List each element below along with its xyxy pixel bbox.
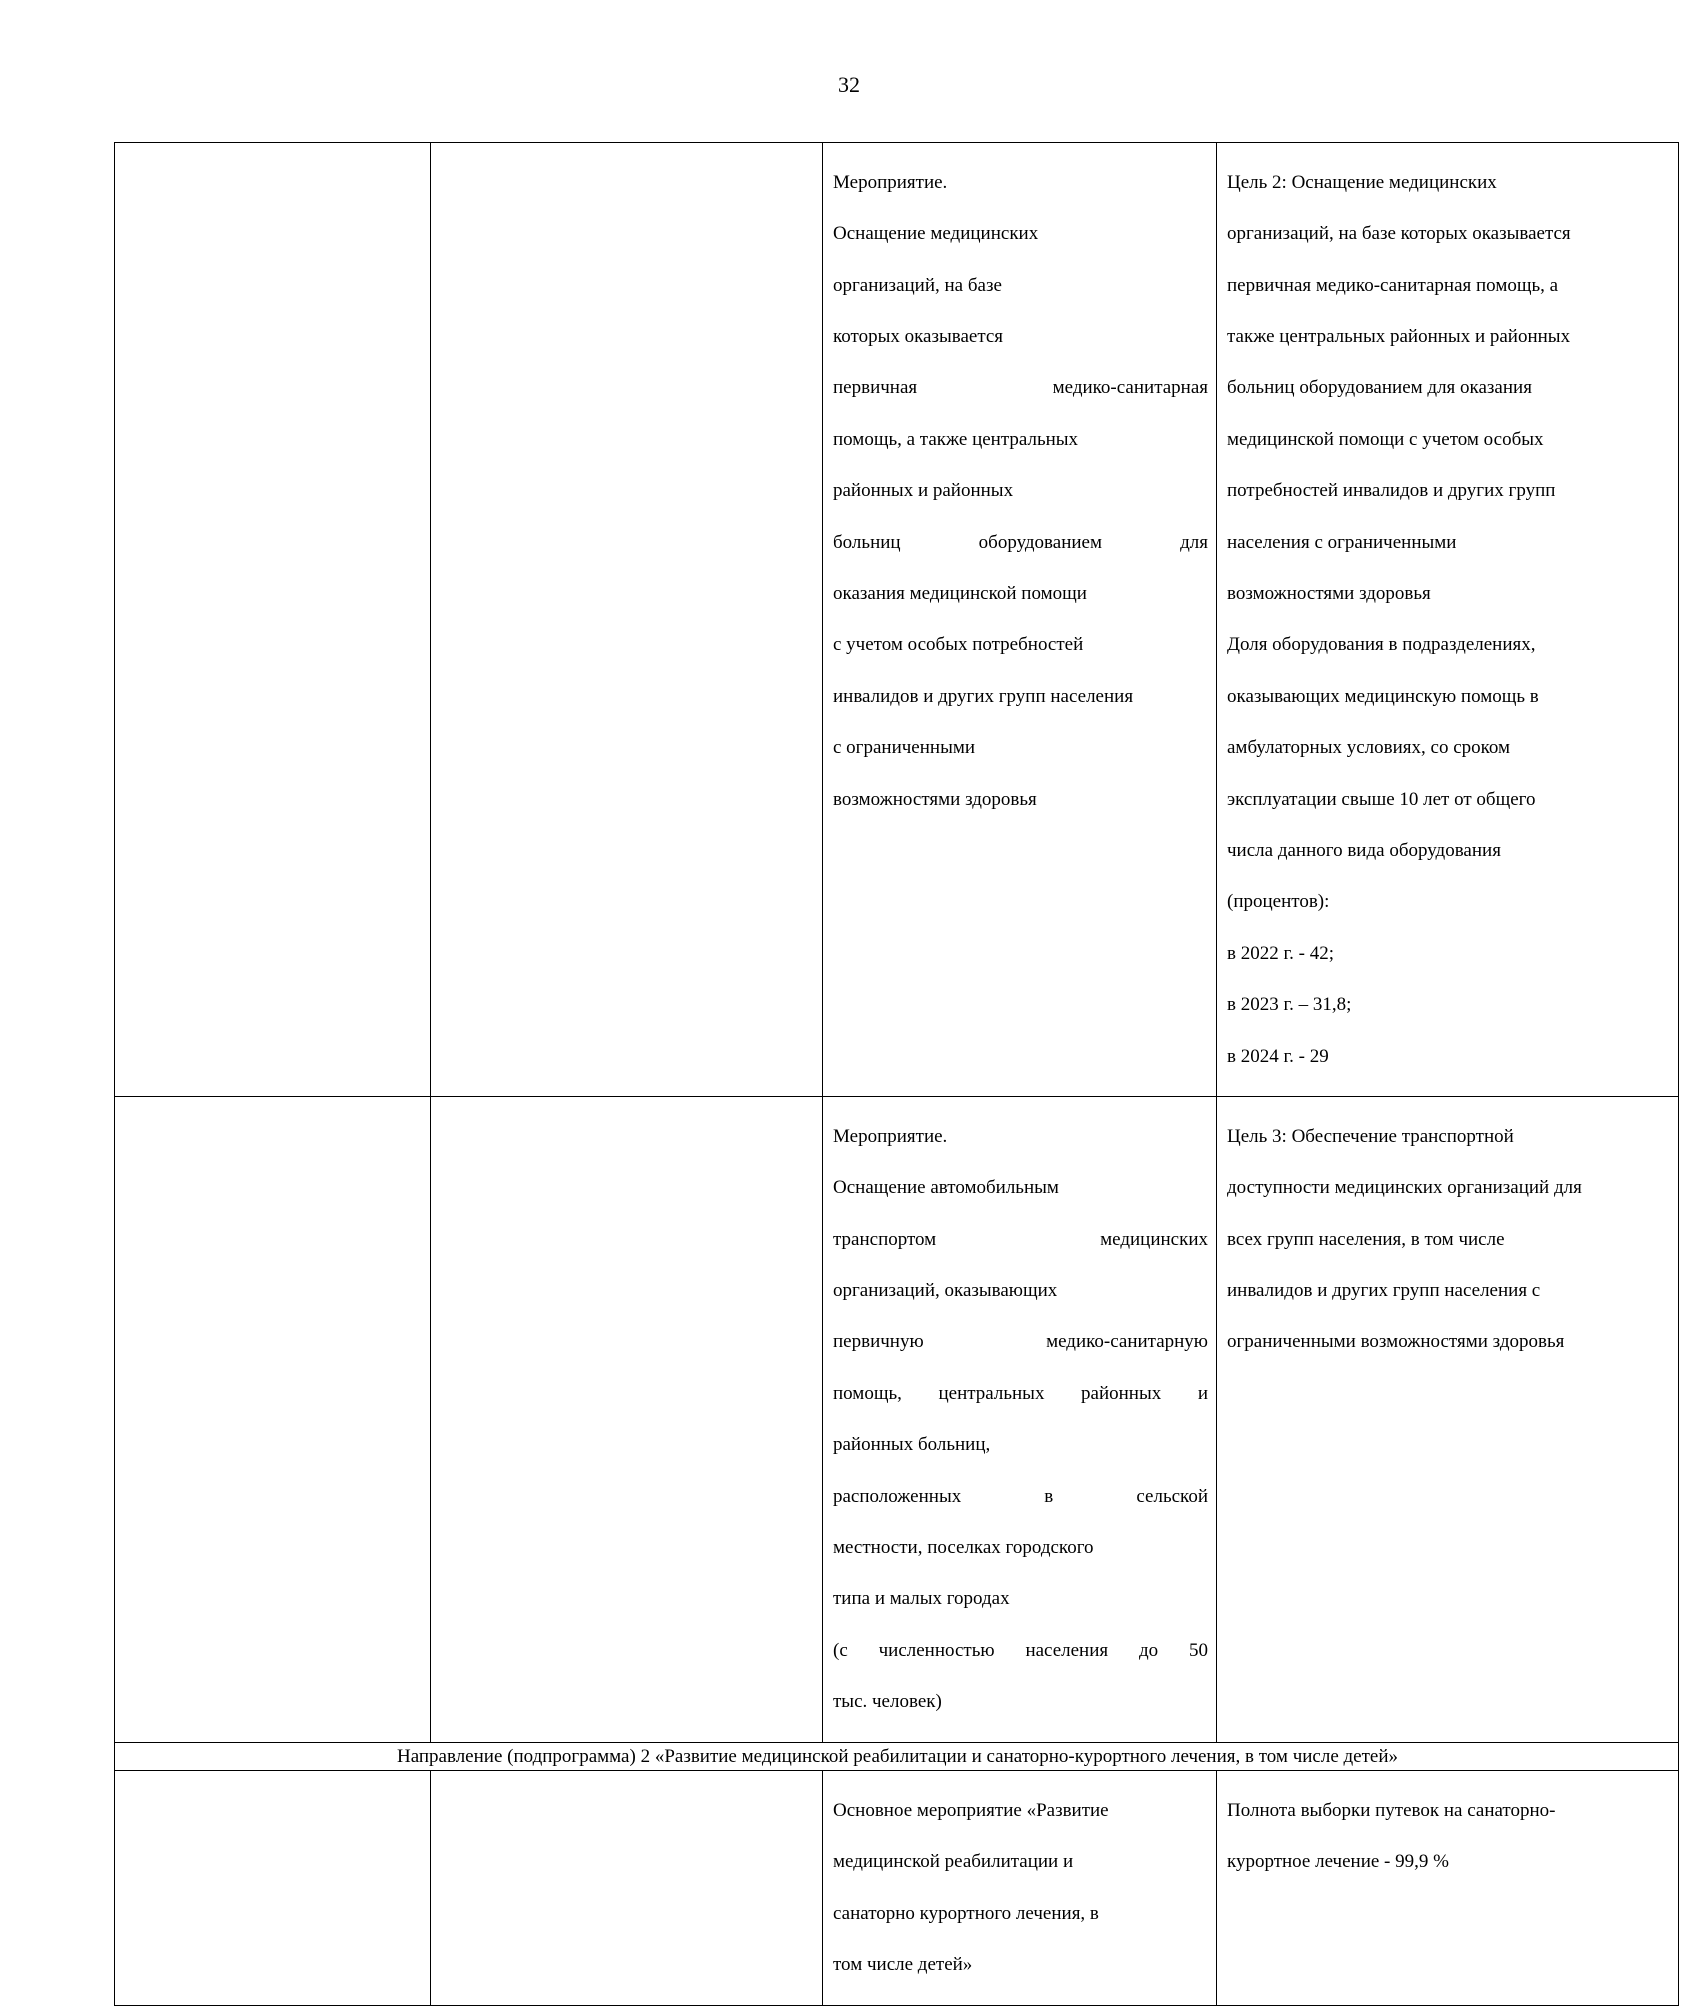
measure-line: инвалидов и других групп населения xyxy=(833,685,1134,707)
goal-line: населения с ограниченными xyxy=(1227,531,1457,553)
measure-line: оказания медицинской помощи xyxy=(833,582,1087,604)
empty-cell xyxy=(431,1097,823,1743)
goal-line: амбулаторных условиях, со сроком xyxy=(1227,737,1511,759)
goal-line: медицинской помощи с учетом особых xyxy=(1227,428,1544,450)
goal-line: возможностями здоровья xyxy=(1227,582,1431,604)
measure-line: организаций, на базе xyxy=(833,274,1002,296)
measure-line: Оснащение медицинских xyxy=(833,223,1039,245)
goal-line: всех групп населения, в том числе xyxy=(1227,1228,1505,1250)
goal-line: потребностей инвалидов и других групп xyxy=(1227,480,1556,502)
measure-line: тыс. человек) xyxy=(833,1691,942,1713)
page-number: 32 xyxy=(838,72,860,97)
measure-line: санаторно курортного лечения, в xyxy=(833,1902,1099,1924)
measure-line: Мероприятие. xyxy=(833,171,948,193)
goal-line: в 2022 г. - 42; xyxy=(1227,942,1334,964)
goal-line: в 2023 г. – 31,8; xyxy=(1227,994,1352,1016)
goal-line: инвалидов и других групп населения с xyxy=(1227,1279,1541,1301)
measure-line: организаций, оказывающих xyxy=(833,1279,1058,1301)
measure-line: том числе детей» xyxy=(833,1954,973,1976)
measure-line: районных больниц, xyxy=(833,1434,991,1456)
measure-line: первичная медико-санитарная xyxy=(833,377,1208,399)
measure-line: (с численностью населения до 50 xyxy=(833,1639,1208,1661)
goal-line: Доля оборудования в подразделениях, xyxy=(1227,634,1536,656)
goal-line: первичная медико-санитарная помощь, а xyxy=(1227,274,1559,296)
measure-line: первичную медико-санитарную xyxy=(833,1331,1208,1353)
measure-line: которых оказывается xyxy=(833,325,1004,347)
empty-cell xyxy=(115,1771,431,2005)
empty-cell xyxy=(431,143,823,1097)
measure-cell xyxy=(823,1771,1217,2005)
measure-line: Оснащение автомобильным xyxy=(833,1177,1059,1199)
empty-cell xyxy=(115,143,431,1097)
empty-cell xyxy=(431,1771,823,2005)
goal-line: также центральных районных и районных xyxy=(1227,325,1571,347)
goal-cell xyxy=(1217,143,1679,1097)
measure-line: возможностями здоровья xyxy=(833,788,1037,810)
direction-heading: Направление (подпрограмма) 2 «Развитие медицинской реабилитации и санаторно-курортного лечения, в том числе детей» xyxy=(115,1742,1679,1771)
measure-line: с ограниченными xyxy=(833,737,976,759)
measure-line: Мероприятие. xyxy=(833,1125,948,1147)
table-row xyxy=(115,1742,1679,1771)
measure-line: больниц оборудованием для xyxy=(833,531,1208,553)
goal-line: ограниченными возможностями здоровья xyxy=(1227,1331,1565,1353)
goal-line: эксплуатации свыше 10 лет от общего xyxy=(1227,788,1536,810)
goal-line: числа данного вида оборудования xyxy=(1227,839,1501,861)
measure-line: с учетом особых потребностей xyxy=(833,634,1084,656)
table-row xyxy=(115,1771,1679,2005)
goal-line: Полнота выборки путевок на санаторно- xyxy=(1227,1800,1556,1821)
measure-line: расположенных в сельской xyxy=(833,1485,1208,1507)
measure-line: медицинской реабилитации и xyxy=(833,1851,1074,1873)
goal-line: доступности медицинских организаций для xyxy=(1227,1177,1582,1199)
goal-line: в 2024 г. - 29 xyxy=(1227,1045,1329,1067)
measure-line: местности, поселках городского xyxy=(833,1536,1094,1558)
goal-line: организаций, на базе которых оказывается xyxy=(1227,223,1571,245)
goal-line: Цель 2: Оснащение медицинских xyxy=(1227,171,1497,193)
goal-line: (процентов): xyxy=(1227,891,1330,913)
goal-line: оказывающих медицинскую помощь в xyxy=(1227,685,1539,707)
measure-cell xyxy=(823,143,1217,1097)
goal-line: Цель 3: Обеспечение транспортной xyxy=(1227,1125,1514,1147)
measure-line: помощь, а также центральных xyxy=(833,428,1079,450)
empty-cell xyxy=(115,1097,431,1743)
goal-line: курортное лечение - 99,9 % xyxy=(1227,1851,1449,1873)
measure-line: Основное мероприятие «Развитие xyxy=(833,1800,1109,1821)
measure-line: районных и районных xyxy=(833,480,1014,502)
goal-cell xyxy=(1217,1097,1679,1743)
program-table xyxy=(114,142,1679,2006)
table-row xyxy=(115,1097,1679,1743)
goal-line: больниц оборудованием для оказания xyxy=(1227,377,1532,399)
measure-cell xyxy=(823,1097,1217,1743)
measure-line: помощь, центральных районных и xyxy=(833,1382,1208,1404)
table-row xyxy=(115,143,1679,1097)
goal-cell xyxy=(1217,1771,1679,2005)
measure-line: транспортом медицинских xyxy=(833,1228,1208,1250)
measure-line: типа и малых городах xyxy=(833,1588,1010,1610)
